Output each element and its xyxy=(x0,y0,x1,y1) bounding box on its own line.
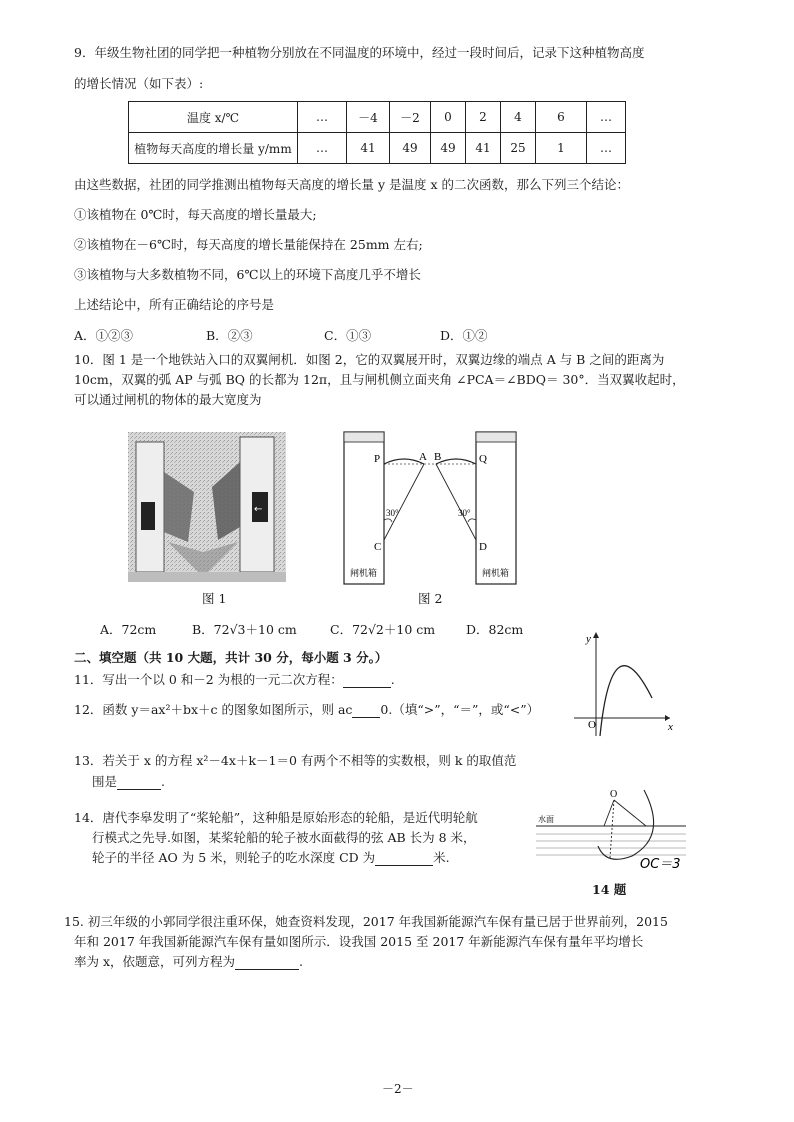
q10-option-a[interactable]: A．72cm xyxy=(100,622,157,637)
handwritten-note: OC＝3 xyxy=(640,857,681,872)
q13-line2: 围是 . xyxy=(92,774,165,789)
q15-line1: 15. 初三年级的小郭同学很注重环保，她查资料发现，2017 年我国新能源汽车保有量已居于世界前列，2015 xyxy=(64,914,668,929)
label-box-right: 闸机箱 xyxy=(482,568,510,578)
gate-diagram xyxy=(338,430,524,586)
q14-line2: 行模式之先导.如图，某桨轮船的轮子被水面截得的弦 AB 长为 8 米， xyxy=(92,830,476,845)
q10-line1: 10．图 1 是一个地铁站入口的双翼闸机．如图 2，它的双翼展开时，双翼边缘的端点 A 与 B 之间的距离为 xyxy=(74,352,665,367)
label-water: 水面 xyxy=(538,815,554,824)
q9-table xyxy=(128,101,626,164)
gate-photo xyxy=(128,432,286,582)
label-a: A xyxy=(419,451,427,463)
svg-text:←: ← xyxy=(254,504,263,515)
table-cell: 41 xyxy=(347,133,390,164)
q9-option-c[interactable]: C．①③ xyxy=(324,328,372,343)
section-title: 二、填空题（共 10 大题，共计 30 分，每小题 3 分。） xyxy=(74,650,388,665)
table-cell: 0 xyxy=(431,102,466,133)
q14-label: 轮子的半径 AO 为 5 米，则轮子的吃水深度 CD 为 xyxy=(92,850,376,865)
table-cell: －4 xyxy=(347,102,390,133)
q14-line1: 14．唐代李皋发明了“桨轮船”，这种船是原始形态的轮船，是近代明轮航 xyxy=(74,810,478,825)
table-cell: … xyxy=(298,102,347,133)
q11-answer-blank[interactable] xyxy=(343,674,391,688)
table-cell: 4 xyxy=(501,102,536,133)
q10-line2: 10cm，双翼的弧 AP 与弧 BQ 的长都为 12π，且与闸机侧立面夹角 ∠PCA＝∠BDQ＝ 30°．当双翼收起时， xyxy=(74,372,685,387)
q10-option-b[interactable]: B．72√3＋10 cm xyxy=(192,622,297,637)
table-cell: 6 xyxy=(536,102,587,133)
fig2-caption: 图 2 xyxy=(418,591,443,606)
q14-line3 xyxy=(92,850,450,866)
q12-label: 12．函数 y＝ax²＋bx＋c 的图象如图所示，则 ac xyxy=(74,702,353,717)
q15-answer-blank[interactable] xyxy=(235,956,299,970)
table-cell: 1 xyxy=(536,133,587,164)
q9-text: 由这些数据，社团的同学推测出植物每天高度的增长量 y 是温度 x 的二次函数，那么下列三个结论： xyxy=(74,177,630,192)
q9-ask: 上述结论中，所有正确结论的序号是 xyxy=(74,297,275,312)
label-angle-right: 30° xyxy=(458,508,471,518)
q9-option-a[interactable]: A．①②③ xyxy=(74,328,134,343)
page-number: －2－ xyxy=(382,1082,414,1096)
table-cell: －2 xyxy=(390,102,431,133)
label-o: O xyxy=(610,789,618,800)
label-c: C xyxy=(374,541,382,553)
q14-wheel-figure xyxy=(536,786,686,872)
table-cell: 25 xyxy=(501,133,536,164)
q9-conclusion-1: ①该植物在 0℃时，每天高度的增长量最大; xyxy=(74,207,317,222)
q9-option-b[interactable]: B．②③ xyxy=(206,328,253,343)
label-b: B xyxy=(434,451,442,463)
table-cell: 49 xyxy=(431,133,466,164)
q11-text: 11．写出一个以 0 和－2 为根的一元二次方程： . xyxy=(74,672,395,687)
graph-y-label: y xyxy=(586,633,591,645)
table-cell: … xyxy=(298,133,347,164)
label-p: P xyxy=(374,453,381,465)
q14-answer-blank[interactable] xyxy=(375,852,433,866)
q15-label: 率为 x，依题意，可列方程为 xyxy=(74,954,236,969)
fig1-caption: 图 1 xyxy=(202,591,227,606)
label-angle-left: 30° xyxy=(386,508,399,518)
label-box-left: 闸机箱 xyxy=(350,568,378,578)
table-cell: 2 xyxy=(466,102,501,133)
q10-option-d[interactable]: D．82cm xyxy=(466,622,524,637)
table-row xyxy=(129,133,626,164)
table-row xyxy=(129,102,626,133)
q13-line1: 13．若关于 x 的方程 x²－4x＋k－1＝0 有两个不相等的实数根，则 k 的取值范 xyxy=(74,753,517,768)
table-cell: 49 xyxy=(390,133,431,164)
q10-option-c[interactable]: C．72√2＋10 cm xyxy=(330,622,436,637)
graph-origin-label: O xyxy=(588,719,596,731)
table-cell: … xyxy=(587,133,626,164)
q13-answer-blank[interactable] xyxy=(117,776,161,790)
q14-tail: 米. xyxy=(433,850,450,865)
q9-conclusion-2: ②该植物在－6℃时，每天高度的增长量能保持在 25mm 左右; xyxy=(74,237,423,252)
q12-answer-blank[interactable] xyxy=(352,704,380,718)
q13-label: 围是 xyxy=(92,774,118,789)
q12-text xyxy=(74,702,539,718)
q9-line2: 的增长情况（如下表）: xyxy=(74,76,204,91)
table-cell: 41 xyxy=(466,133,501,164)
q9-option-d[interactable]: D．①② xyxy=(440,328,488,343)
table-cell: … xyxy=(587,102,626,133)
q12-tail: 0.（填“>”，“＝”，或“<”） xyxy=(380,702,540,717)
q10-line3: 可以通过闸机的物体的最大宽度为 xyxy=(74,392,262,407)
q9-line1: 9．年级生物社团的同学把一种植物分别放在不同温度的环境中，经过一段时间后，记录下这种植物高度 xyxy=(74,45,645,60)
q14-fig-caption: 14 题 xyxy=(592,882,627,897)
q15-line2: 年和 2017 年我国新能源汽车保有量如图所示．设我国 2015 至 2017 年新能源汽车保有量年平均增长 xyxy=(74,934,644,949)
q9-conclusion-3: ③该植物与大多数植物不同，6℃以上的环境下高度几乎不增长 xyxy=(74,267,421,282)
q15-line3: 率为 x，依题意，可列方程为 . xyxy=(74,954,304,969)
table-cell: 温度 x/℃ xyxy=(129,102,298,133)
q12-parabola-graph xyxy=(572,628,676,740)
graph-x-label: x xyxy=(668,721,673,733)
label-d: D xyxy=(479,541,487,553)
label-q: Q xyxy=(479,453,487,465)
q11-label: 11．写出一个以 0 和－2 为根的一元二次方程： xyxy=(74,672,343,687)
table-cell: 植物每天高度的增长量 y/mm xyxy=(129,133,298,164)
